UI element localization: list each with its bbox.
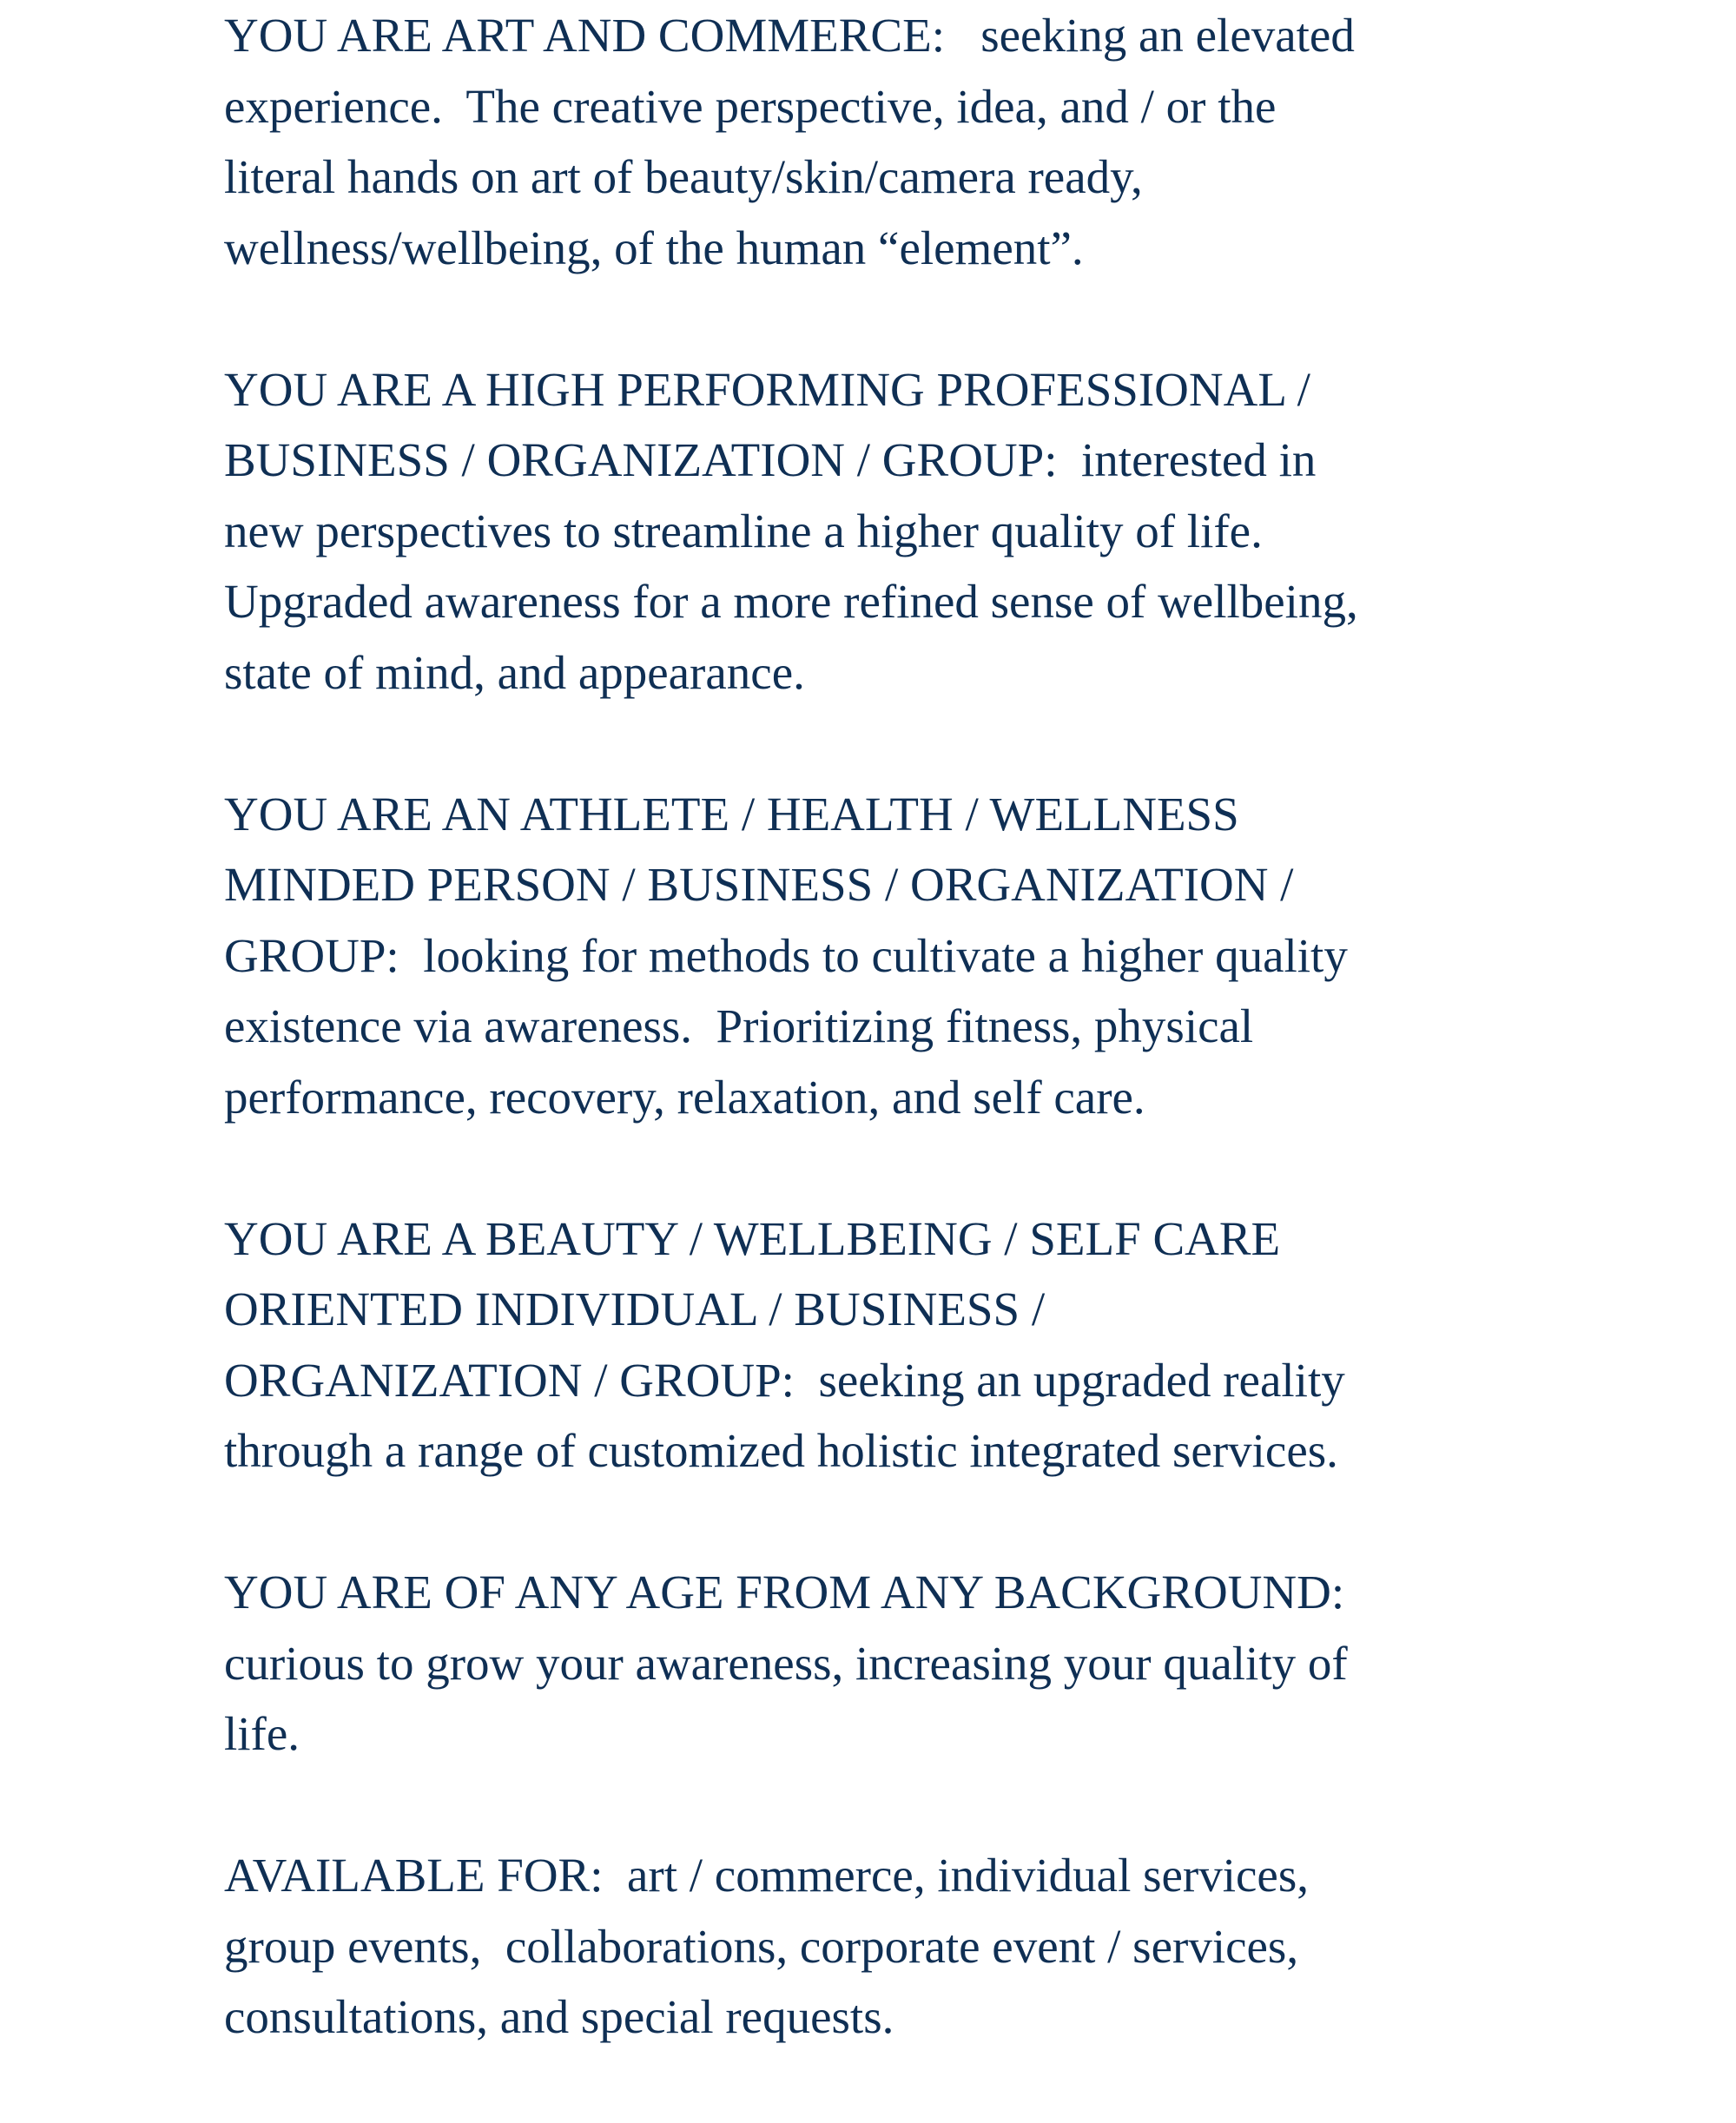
text-line: performance, recovery, relaxation, and self care. xyxy=(224,1070,1145,1124)
text-line: experience. The creative perspective, idea, and / or the xyxy=(224,79,1277,133)
paragraph-available-for xyxy=(224,1840,1544,2053)
text-line: YOU ARE OF ANY AGE FROM ANY BACKGROUND: xyxy=(224,1566,1345,1619)
text-line: YOU ARE AN ATHLETE / HEALTH / WELLNESS xyxy=(224,787,1239,841)
document-body xyxy=(224,0,1544,2123)
text-line: ORIENTED INDIVIDUAL / BUSINESS / xyxy=(224,1282,1046,1335)
text-line: consultations, and special requests. xyxy=(224,1990,894,2043)
text-line: BUSINESS / ORGANIZATION / GROUP: interested in xyxy=(224,433,1317,486)
text-line: YOU ARE ART AND COMMERCE: seeking an elevated xyxy=(224,9,1355,62)
text-line: AVAILABLE FOR: art / commerce, individual services, xyxy=(224,1849,1309,1902)
text-line: curious to grow your awareness, increasing your quality of xyxy=(224,1636,1348,1690)
paragraph-beauty-wellbeing-self-care xyxy=(224,1203,1544,1487)
text-line: state of mind, and appearance. xyxy=(224,645,805,699)
text-line: ORGANIZATION / GROUP: seeking an upgraded reality xyxy=(224,1353,1345,1407)
text-line: MINDED PERSON / BUSINESS / ORGANIZATION / xyxy=(224,858,1294,911)
paragraph-art-and-commerce xyxy=(224,0,1544,283)
text-line: existence via awareness. Prioritizing fitness, physical xyxy=(224,999,1254,1052)
text-line: group events, collaborations, corporate event / services, xyxy=(224,1919,1299,1973)
text-line: life. xyxy=(224,1707,300,1760)
paragraph-any-age-any-background xyxy=(224,1557,1544,1770)
text-line: YOU ARE A BEAUTY / WELLBEING / SELF CARE xyxy=(224,1211,1281,1265)
text-line: wellness/wellbeing, of the human “element”. xyxy=(224,221,1084,274)
text-line: literal hands on art of beauty/skin/camera ready, xyxy=(224,150,1143,203)
text-line: Upgraded awareness for a more refined sense of wellbeing, xyxy=(224,575,1358,628)
text-line: YOU ARE A HIGH PERFORMING PROFESSIONAL / xyxy=(224,362,1310,416)
paragraph-athlete-health-wellness xyxy=(224,779,1544,1133)
paragraph-high-performing-professional xyxy=(224,354,1544,709)
text-line: GROUP: looking for methods to cultivate a higher quality xyxy=(224,928,1348,982)
text-line: through a range of customized holistic integrated services. xyxy=(224,1424,1338,1477)
text-line: new perspectives to streamline a higher quality of life. xyxy=(224,504,1263,557)
